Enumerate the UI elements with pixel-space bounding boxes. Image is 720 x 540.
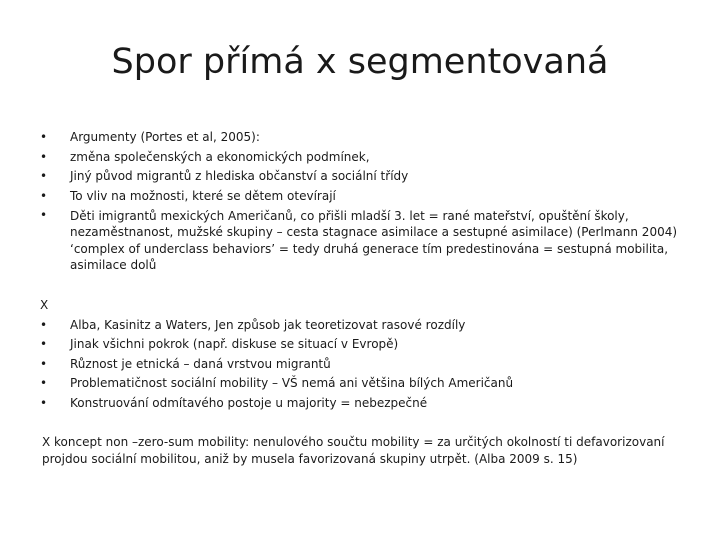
- counter-arguments-list: [40, 296, 680, 413]
- conclusion-block: [42, 434, 682, 468]
- list-item-text: To vliv na možnosti, které se dětem otevírají: [70, 188, 336, 203]
- list-item: [40, 128, 680, 148]
- list-item: [40, 167, 680, 187]
- bullet-icon: •: [40, 337, 48, 351]
- bullet-icon: •: [40, 208, 48, 222]
- bullet-icon: •: [40, 356, 48, 371]
- list-item: [40, 187, 680, 207]
- bullet-icon: •: [40, 317, 48, 332]
- list-item-text: Jinak všichni pokrok (např. diskuse se situací v Evropě): [70, 337, 399, 351]
- arguments-list: [40, 128, 680, 274]
- list-item: [40, 394, 680, 414]
- list-item-text: Konstruování odmítavého postoje u majority = nebezpečné: [70, 395, 428, 410]
- list-item-text: Jiný původ migrantů z hlediska občanství a sociální třídy: [70, 169, 409, 183]
- list-item: [40, 374, 680, 394]
- list-item: [40, 148, 680, 168]
- slide-title: Spor přímá x segmentovaná: [111, 42, 609, 82]
- list-item-text: Alba, Kasinitz a Waters, Jen způsob jak teoretizovat rasové rozdíly: [70, 317, 466, 332]
- bullet-icon: •: [40, 376, 48, 390]
- bullet-icon: •: [40, 395, 48, 410]
- list-item: [40, 316, 680, 336]
- bullet-icon: •: [40, 130, 48, 144]
- list-item: [40, 206, 680, 274]
- conclusion-paragraph: X koncept non –zero-sum mobility: nenulového součtu mobility = za určitých okolností ti defavorizovaní projdou sociální mobilitou, aniž by musela favorizovaná skupiny utrpět. (Alba 2009 s. 15): [42, 435, 665, 466]
- list-item-text: Různost je etnická – daná vrstvou migrantů: [70, 356, 331, 371]
- list-item: [40, 355, 680, 375]
- list-item-text: Problematičnost sociální mobility – VŠ nemá ani většina bílých Američanů: [70, 376, 514, 390]
- list-item: [40, 335, 680, 355]
- bullet-icon: •: [40, 188, 48, 203]
- list-item-text: změna společenských a ekonomických podmínek,: [70, 149, 370, 164]
- x-label: X: [40, 298, 49, 312]
- bullet-icon: •: [40, 149, 48, 164]
- list-item-text: Argumenty (Portes et al, 2005):: [70, 130, 260, 144]
- list-item-text: Děti imigrantů mexických Američanů, co přišli mladší 3. let = rané mateřství, opuštění školy, nezaměstnanost, mužské skupiny – cesta stagnace asimilace a sestupné asimilace) (Perlmann 2004) ‘complex of underclass behaviors’ = tedy druhá generace tím predestinována = sestupná mobilita, asimilace dolů: [70, 208, 678, 272]
- bullet-icon: •: [40, 169, 48, 183]
